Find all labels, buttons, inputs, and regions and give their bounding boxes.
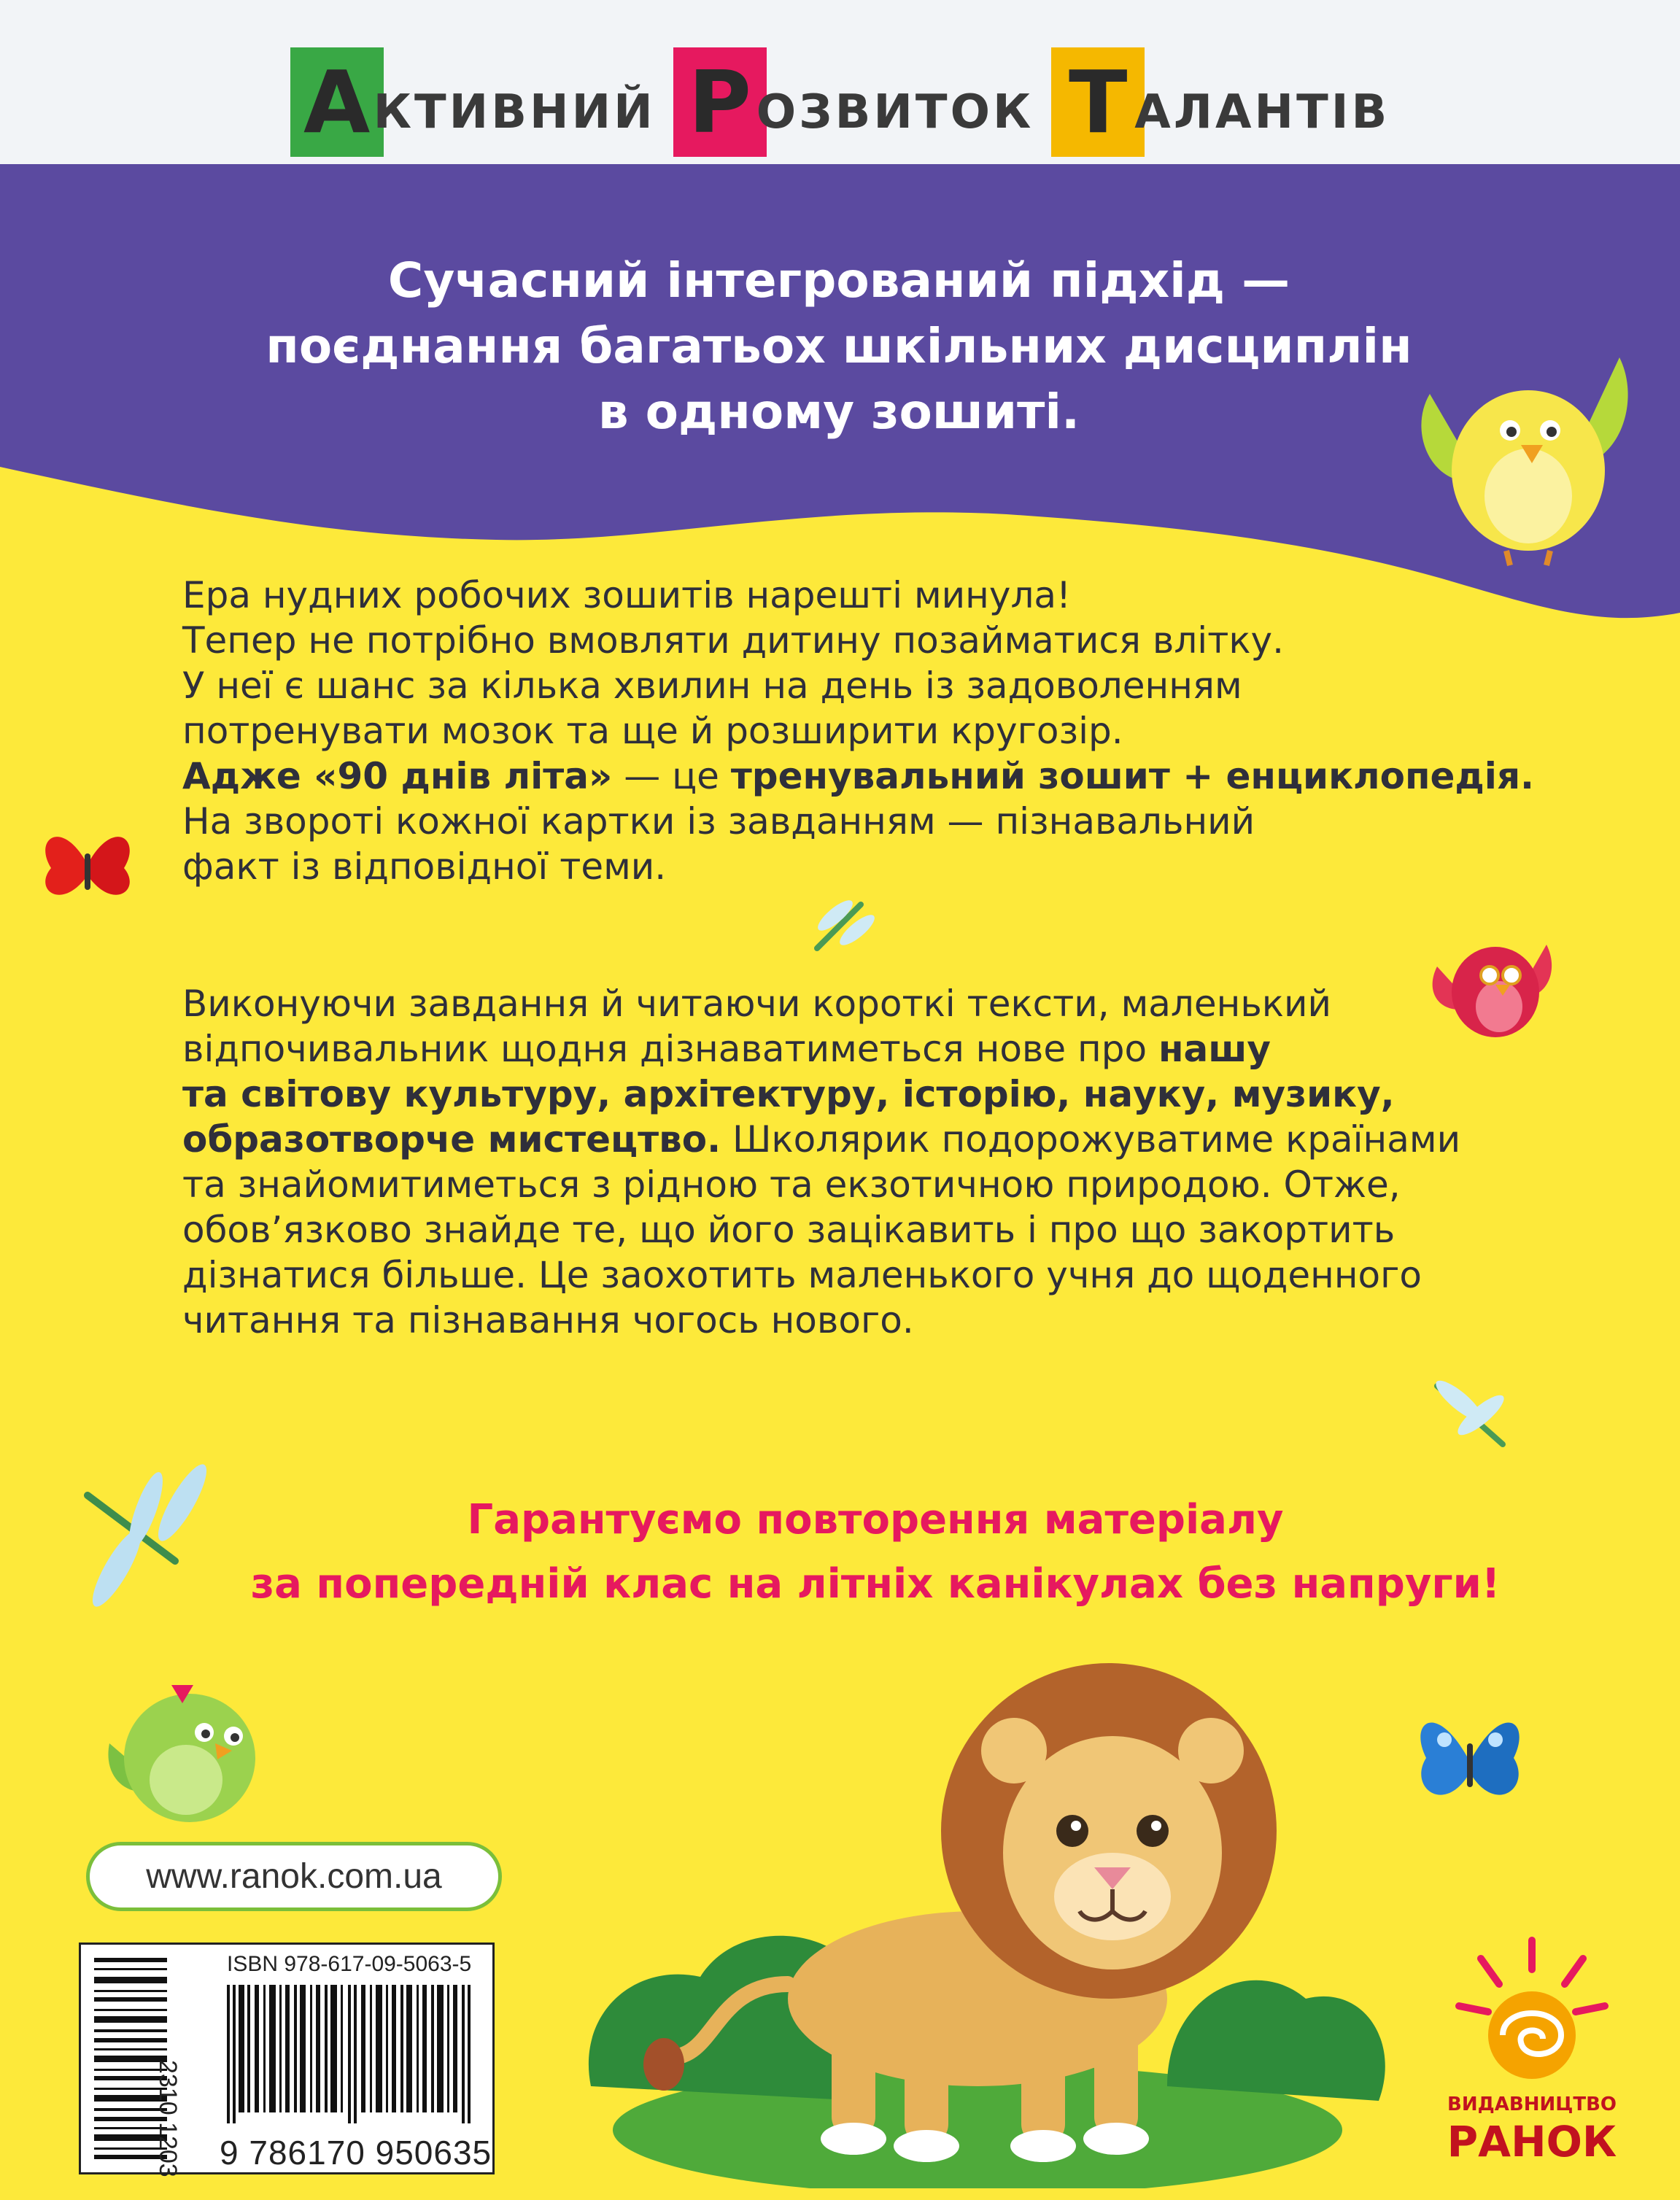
sun-icon	[1441, 1926, 1623, 2094]
text-line: Ера нудних робочих зошитів нарешті минула!	[182, 574, 1072, 616]
logo-word-text: АЛАНТІВ	[1134, 85, 1390, 139]
logo-letter-block: А	[290, 47, 384, 157]
slogan-line: поєднання багатьох шкільних дисциплін	[266, 318, 1412, 374]
logo-word-text: ОЗВИТОК	[756, 85, 1034, 139]
dragonfly-left-illustration	[73, 1452, 219, 1619]
red-butterfly-illustration	[33, 810, 142, 919]
text-line: Тепер не потрібно вмовляти дитину позайматися влітку.	[182, 619, 1285, 662]
text: Школярик подорожуватиме країнами	[721, 1118, 1461, 1161]
green-bird-illustration	[102, 1656, 270, 1831]
publisher-logo	[1441, 1926, 1623, 2174]
lion-tail-tuft	[643, 2038, 684, 2091]
barcode-digits: 9 786170 950635	[220, 2134, 492, 2172]
side-barcode-number: 2310 1203	[154, 2060, 182, 2177]
text-line: На звороті кожної картки із завданням — пізнавальний	[182, 800, 1255, 843]
text-line	[182, 1117, 1532, 1162]
text-line: Виконуючи завдання й читаючи короткі тексти, маленький	[182, 983, 1331, 1025]
text-line	[182, 1026, 1532, 1072]
text-line: У неї є шанс за кілька хвилин на день із задоволенням	[182, 665, 1242, 707]
slogan	[219, 248, 1459, 445]
logo-letter-block: Т	[1051, 47, 1145, 157]
text-line: дізнатися більше. Це заохотить маленького учня до щоденного	[182, 1254, 1422, 1296]
red-bird-illustration	[1422, 923, 1561, 1047]
logo-word-2	[673, 47, 1034, 157]
text-line: обов’язково знайде те, що його зацікавить і про що закортить	[182, 1209, 1396, 1251]
publisher-label: ВИДАВНИЦТВО	[1447, 2094, 1617, 2115]
series-logo	[0, 26, 1680, 157]
lion-scene-illustration	[569, 1649, 1430, 2188]
bold-text: тренувальний зошит + енциклопедія.	[730, 755, 1535, 797]
slogan-line: Сучасний інтегрований підхід —	[387, 252, 1290, 309]
logo-word-text: КТИВНИЙ	[373, 85, 656, 139]
slogan-line: в одному зошиті.	[597, 384, 1080, 440]
publisher-name: РАНОК	[1447, 2117, 1617, 2166]
barcode-block	[79, 1943, 495, 2177]
guarantee-text	[219, 1488, 1532, 1616]
text-line	[182, 754, 1535, 799]
dragonfly-right-illustration	[1422, 1371, 1517, 1459]
isbn-text: ISBN 978-617-09-5063-5	[227, 1952, 472, 1976]
logo-word-3	[1051, 47, 1390, 157]
side-barcode	[94, 1958, 218, 2177]
text-line: та знайомитиметься з рідною та екзотичною природою. Отже,	[182, 1163, 1401, 1206]
guarantee-line: Гарантуємо повторення матеріалу	[467, 1496, 1284, 1544]
text-line: факт із відповідної теми.	[182, 845, 667, 888]
bold-text: нашу	[1158, 1028, 1271, 1070]
bold-text: образотворче мистецтво.	[182, 1118, 721, 1161]
text-line: читання та пізнавання чогось нового.	[182, 1299, 914, 1341]
bush-right	[1167, 1980, 1385, 2101]
dragonfly-small-illustration	[802, 890, 883, 956]
description-paragraph-1	[182, 573, 1535, 889]
description-paragraph-2	[182, 981, 1532, 1343]
text-line: потренувати мозок та ще й розширити кругозір.	[182, 710, 1123, 752]
text-line: та світову культуру, архітектуру, історію, науку, музику,	[182, 1073, 1395, 1115]
logo-letter-block: Р	[673, 47, 767, 157]
text: — це	[612, 755, 731, 797]
text: відпочивальник щодня дізнаватиметься нове про	[182, 1028, 1158, 1070]
guarantee-line: за попередній клас на літніх канікулах без напруги!	[250, 1560, 1501, 1608]
website-link[interactable]: www.ranok.com.ua	[86, 1842, 502, 1911]
yellow-bird-illustration	[1401, 343, 1649, 569]
logo-word-1	[290, 47, 656, 157]
barcode-bars	[227, 1985, 475, 2123]
bold-text: Адже «90 днів літа»	[182, 755, 613, 797]
